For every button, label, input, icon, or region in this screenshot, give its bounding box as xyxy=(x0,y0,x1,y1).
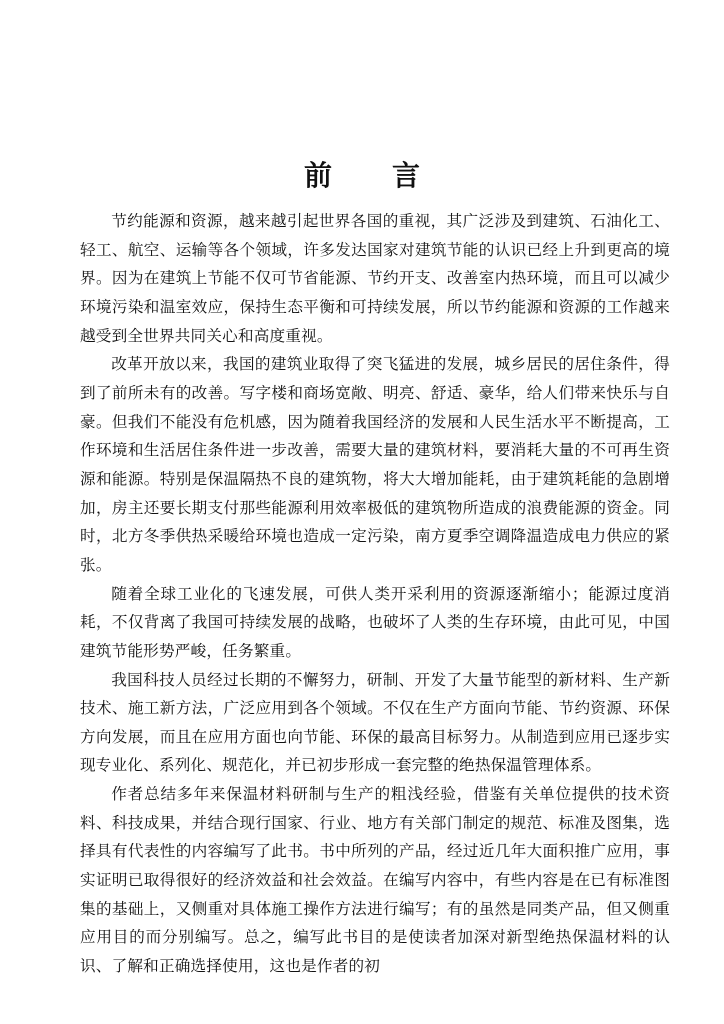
paragraph-2: 改革开放以来，我国的建筑业取得了突飞猛进的发展，城乡居民的居住条件，得到了前所未有的改善。写字楼和商场宽敞、明亮、舒适、豪华，给人们带来快乐与自豪。但我们不能没有危机感，因为随着我国经济的发展和人民生活水平不断提高，工作环境和生活居住条件进一步改善，需要大量的建筑材料，要消耗大量的不可再生资源和能源。特别是保温隔热不良的建筑物，将大大增加能耗，由于建筑耗能的急剧增加，房主还要长期支付那些能源利用效率极低的建筑物所造成的浪费能源的资金。同时，北方冬季供热采暖给环境也造成一定污染，南方夏季空调降温造成电力供应的紧张。 xyxy=(80,355,670,574)
page-title xyxy=(0,156,724,196)
preface-body xyxy=(80,207,670,981)
paragraph-5: 作者总结多年来保温材料研制与生产的粗浅经验，借鉴有关单位提供的技术资料、科技成果，并结合现行国家、行业、地方有关部门制定的规范、标准及图集，选择具有代表性的内容编写了此书。书中所列的产品，经过近几年大面积推广应用，事实证明已取得很好的经济效益和社会效益。在编写内容中，有些内容是在已有标准图集的基础上，又侧重对具体施工操作方法进行编写；有的虽然是同类产品，但又侧重应用目的而分别编写。总之，编写此书目的是使读者加深对新型绝热保温材料的认识、了解和正确选择使用，这也是作者的初 xyxy=(80,785,670,976)
paragraph-1: 节约能源和资源，越来越引起世界各国的重视，其广泛涉及到建筑、石油化工、轻工、航空、运输等各个领域，许多发达国家对建筑节能的认识已经上升到更高的境界。因为在建筑上节能不仅可节省能源、节约开支、改善室内热环境，而且可以减少环境污染和温室效应，保持生态平衡和可持续发展，所以节约能源和资源的工作越来越受到全世界共同关心和高度重视。 xyxy=(80,212,670,345)
title-char-2: 言 xyxy=(392,159,421,192)
paragraph-3: 随着全球工业化的飞速发展，可供人类开采利用的资源逐渐缩小；能源过度消耗，不仅背离了我国可持续发展的战略，也破坏了人类的生存环境，由此可见，中国建筑节能形势严峻，任务繁重。 xyxy=(80,584,670,660)
title-char-1: 前 xyxy=(303,159,332,192)
paragraph-4: 我国科技人员经过长期的不懈努力，研制、开发了大量节能型的新材料、生产新技术、施工新方法，广泛应用到各个领域。不仅在生产方面向节能、节约资源、环保方向发展，而且在应用方面也向节能、环保的最高目标努力。从制造到应用已逐步实现专业化、系列化、规范化，并已初步形成一套完整的绝热保温管理体系。 xyxy=(80,670,670,775)
